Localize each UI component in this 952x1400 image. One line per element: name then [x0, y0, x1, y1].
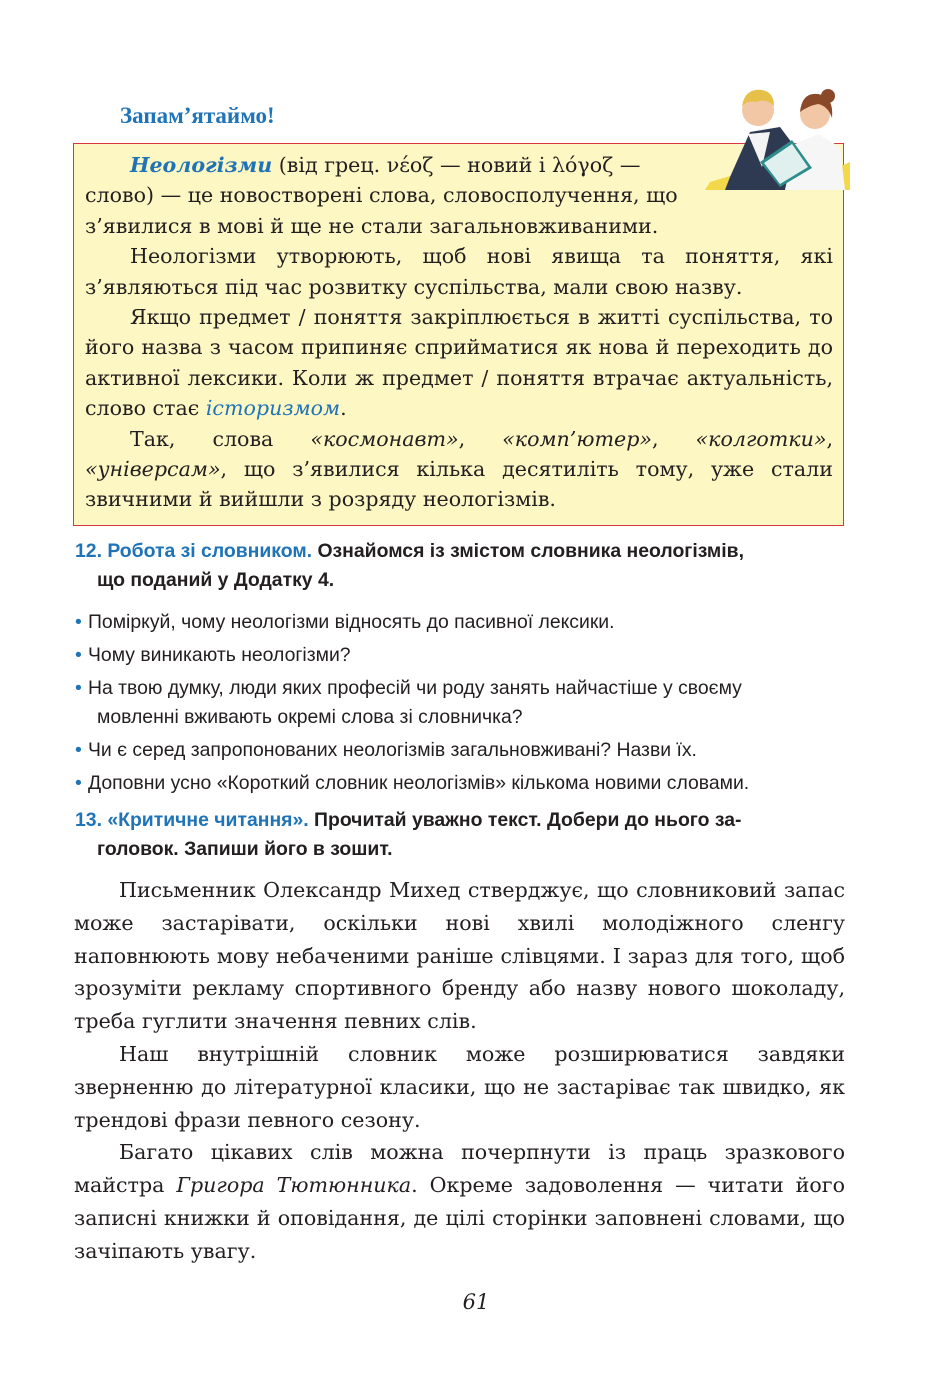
task-12-text-cont: що поданий у Додатку 4. [97, 569, 335, 591]
rule-text [85, 150, 833, 515]
task-13 [75, 806, 845, 864]
rule-paragraph-4 [85, 424, 833, 515]
example-word: «космонавт» [310, 426, 459, 451]
list-item [75, 736, 855, 765]
list-item [75, 674, 855, 732]
rule-p1-line3: з’явилися в мові й ще не стали загальновживаними. [85, 213, 659, 238]
text-paragraph-1: Письменник Олександр Михед стверджує, що словниковий запас може застарівати, оскільки нові хвилі молодіжного сленгу наповнюють мову небаченими раніше слівцями. І зараз для того, щоб зрозуміти рекламу спортивного бренду або назву нового шоколаду, треба гуглити значення певних слів. [74, 878, 845, 1034]
text-p3-start: Багато цікавих слів можна почерпнути із праць зразкового майстра [74, 1140, 845, 1198]
list-item-text: Чому виникають неологізми? [88, 644, 351, 666]
separator: , [651, 426, 696, 451]
remember-heading: Запам’ятаймо! [120, 103, 275, 128]
rule-p4-t2: , що з’явилися кілька десятиліть тому, уже стали звичними й вийшли з розряду неологізмів. [85, 457, 833, 512]
rule-paragraph-3 [85, 302, 833, 424]
text-p3-end: . Окреме задоволення — читати його записні книжки й оповідання, де цілі сторінки заповнені словами, що зачіпають увагу. [74, 1173, 845, 1263]
rule-p3-end: . [340, 396, 347, 421]
rule-paragraph-1 [85, 150, 833, 180]
list-item-text: Поміркуй, чому неологізми відносять до пасивної лексики. [88, 611, 615, 633]
list-item [75, 608, 855, 637]
bullet-icon: • [75, 772, 82, 794]
example-word: «комп’ютер» [502, 426, 652, 451]
task-13-text: Прочитай уважно текст. Добери до нього за- [308, 809, 742, 831]
example-word: «універсам» [85, 457, 221, 482]
term-neologisms: Неологізми [130, 153, 273, 177]
bullet-icon: • [75, 739, 82, 761]
list-item [75, 641, 855, 670]
rule-paragraph-2: Неологізми утворюють, щоб нові явища та поняття, які з’являються під час розвитку суспільства, мали свою назву. [85, 244, 833, 299]
task-12-label: 12. Робота зі словником. [75, 540, 313, 562]
task-13-text-cont: головок. Запиши його в зошит. [97, 838, 393, 860]
task-12 [75, 537, 845, 595]
list-item [75, 769, 855, 798]
example-word: «колготки» [695, 426, 827, 451]
rule-p1-line2: слово) — це новостворені слова, словосполучення, що [85, 183, 678, 208]
reading-text [74, 874, 845, 1268]
bullet-icon: • [75, 644, 82, 666]
page-number: 61 [462, 1290, 490, 1314]
rule-p3-text: Якщо предмет / поняття закріплюється в житті суспільства, то його назва з часом припиняє сприйматися як нова й переходить до активної лексики. Коли ж предмет / поняття втрачає актуальність, слово стає [85, 305, 833, 421]
author-name: Григора Тютюнника [176, 1173, 412, 1198]
task-12-text: Ознайомся із змістом словника неологізмів, [312, 540, 744, 562]
separator: , [458, 426, 503, 451]
rule-p1-line1: (від грец. νέοζ — новий і λόγοζ — [272, 153, 641, 177]
term-historism: історизмом [205, 396, 341, 421]
list-item-text: Чи є серед запропонованих неологізмів загальновживані? Назви їх. [88, 739, 697, 761]
text-paragraph-2: Наш внутрішній словник може розширюватися завдяки зверненню до літературної класики, що не застаріває так швидко, як трендові фрази певного сезону. [74, 1041, 845, 1132]
text-paragraph-3 [74, 1136, 845, 1267]
list-item-text-cont: мовленні вживають окремі слова зі словничка? [97, 706, 523, 728]
rule-p4-t1: Так, слова [130, 426, 311, 451]
task-13-label: 13. «Критичне читання». [75, 809, 309, 831]
question-list [75, 608, 855, 802]
bullet-icon: • [75, 611, 82, 633]
list-item-text: Доповни усно «Короткий словник неологізмів» кількома новими словами. [88, 772, 750, 794]
bullet-icon: • [75, 677, 82, 699]
separator: , [826, 426, 833, 451]
list-item-text: На твою думку, люди яких професій чи роду занять найчастіше у своєму [88, 677, 742, 699]
